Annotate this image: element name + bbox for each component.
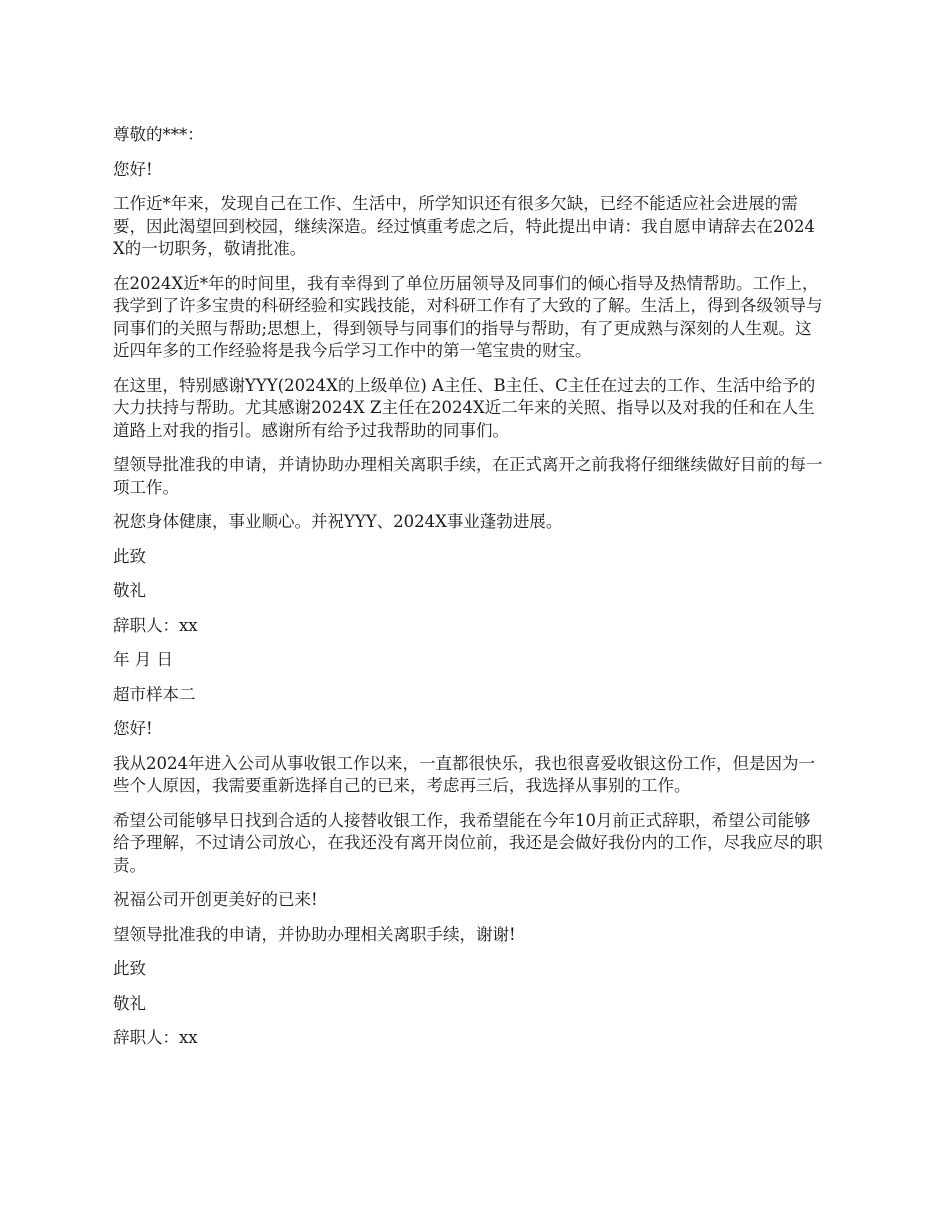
body-paragraph: 我从2024年进入公司从事收银工作以来，一直都很快乐，我也很喜爱收银这份工作，但是因为一些个人原因，我需要重新选择自己的已来，考虑再三后，我选择从事别的工作。 — [113, 753, 815, 795]
section-heading: 超市样本二 — [113, 684, 196, 704]
body-paragraph: 在2024X近*年的时间里，我有幸得到了单位历届领导及同事们的倾心指导及热情帮助。工作上，我学到了许多宝贵的科研经验和实践技能，对科研工作有了大致的了解。生活上，得到各级领导与同事们的关照与帮助;思想上，得到领导与同事们的指导与帮助，有了更成熟与深刻的人生观。这近四年多的工作经验将是我今后学习工作中的第一笔宝贵的财宝。 — [113, 273, 823, 360]
closing-line: 此致 — [113, 959, 146, 978]
date-line: 年 月 日 — [113, 650, 173, 669]
body-paragraph: 祝福公司开创更美好的已来! — [113, 890, 318, 909]
body-paragraph: 在这里，特别感谢YYY(2024X的上级单位) A主任、B主任、C主任在过去的工作、生活中给予的大力扶持与帮助。尤其感谢2024X Z主任在2024X近二年来的关照、指导以及对我的任和在人生道路上对我的指引。感谢所有给予过我帮助的同事们。 — [113, 375, 816, 440]
closing-line: 此致 — [113, 546, 146, 566]
signature-line: 辞职人：xx — [113, 615, 198, 635]
body-paragraph: 望领导批准我的申请，并请协助办理相关离职手续，在正式离开之前我将仔细继续做好目前的每一项工作。 — [113, 455, 823, 497]
body-paragraph: 望领导批准我的申请，并协助办理相关离职手续，谢谢! — [113, 924, 516, 944]
closing-line: 敬礼 — [113, 993, 146, 1013]
salutation: 尊敬的***： — [113, 125, 204, 144]
signature-line: 辞职人：xx — [113, 1028, 198, 1047]
body-paragraph: 希望公司能够早日找到合适的人接替收银工作，我希望能在今年10月前正式辞职，希望公司能够给予理解，不过请公司放心，在我还没有离开岗位前，我还是会做好我份内的工作，尽我应尽的职责。 — [113, 810, 823, 875]
body-paragraph: 工作近*年来，发现自己在工作、生活中，所学知识还有很多欠缺，已经不能适应社会进展的需要，因此渴望回到校园，继续深造。经过慎重考虑之后，特此提出申请：我自愿申请辞去在2024X的一切职务，敬请批准。 — [113, 194, 815, 258]
closing-line: 敬礼 — [113, 581, 146, 600]
body-paragraph: 祝您身体健康，事业顺心。并祝YYY、2024X事业蓬勃进展。 — [113, 512, 563, 531]
greeting: 您好! — [113, 719, 153, 738]
greeting: 您好! — [113, 159, 153, 179]
